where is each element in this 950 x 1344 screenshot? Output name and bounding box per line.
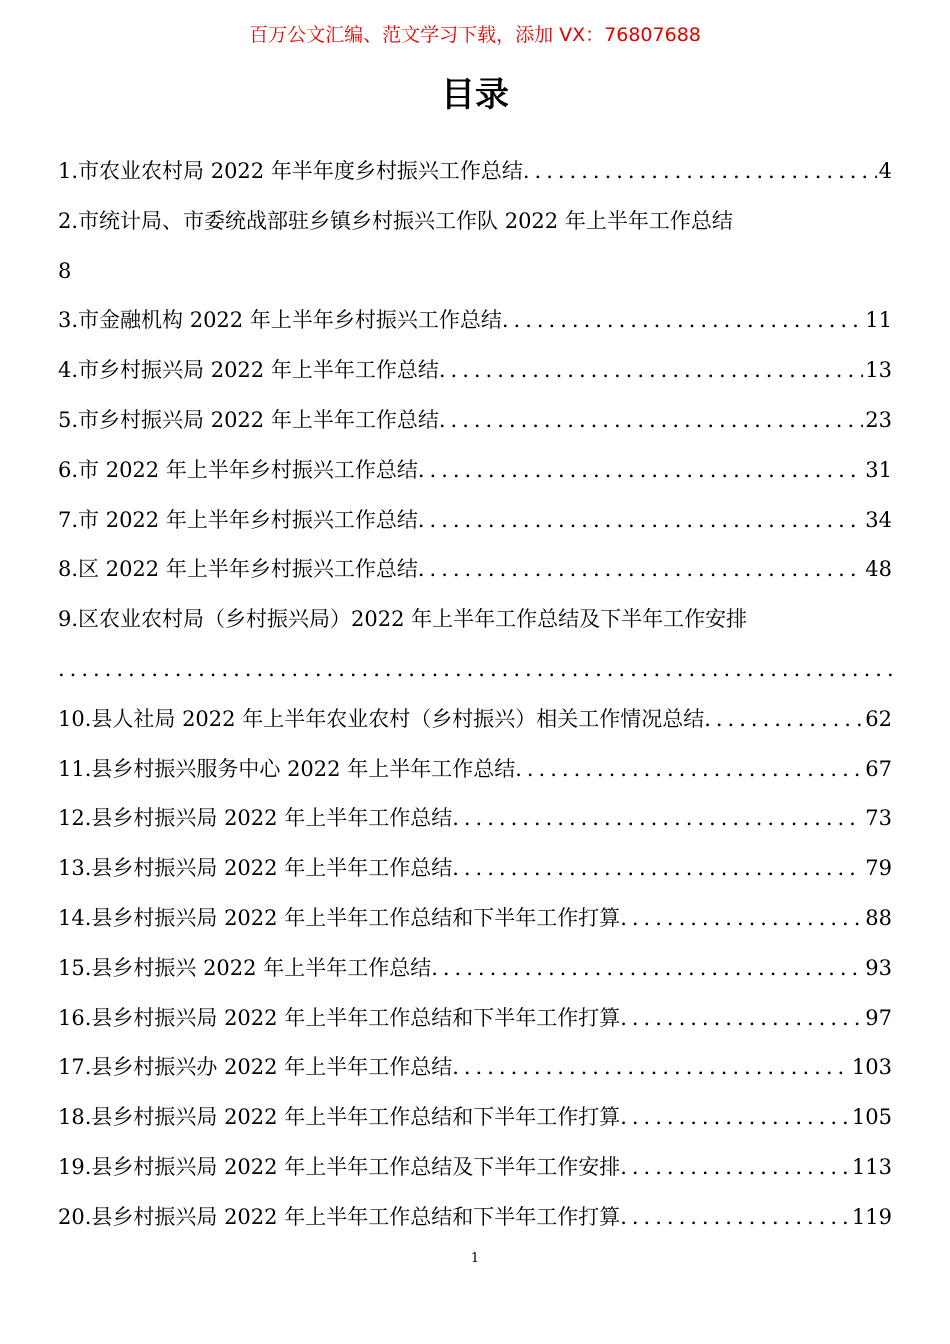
toc-page-number: 31 [865, 457, 892, 482]
page-number: 1 [470, 1251, 480, 1266]
toc-leader-dots [58, 645, 892, 695]
toc-page-number: 97 [865, 1005, 892, 1030]
toc-entry[interactable] [58, 1143, 892, 1193]
toc-entry-title: 20.县乡村振兴局 2022 年上半年工作总结和下半年工作打算 [58, 1204, 621, 1229]
toc-entry-title: 16.县乡村振兴局 2022 年上半年工作总结和下半年工作打算 [58, 1005, 621, 1030]
toc-entry[interactable] [58, 1093, 892, 1143]
toc-page-number: 67 [865, 756, 892, 781]
toc-leader-dots [704, 695, 863, 745]
toc-entry[interactable] [58, 296, 892, 346]
toc-leader-dots [620, 1093, 850, 1143]
toc-page-number: 11 [865, 308, 892, 333]
toc-entry-title: 10.县人社局 2022 年上半年农业农村（乡村振兴）相关工作情况总结 [58, 706, 705, 731]
toc-entry[interactable] [58, 346, 892, 396]
toc-entry[interactable] [58, 496, 892, 546]
toc-entry-title: 17.县乡村振兴办 2022 年上半年工作总结 [58, 1055, 453, 1080]
toc-entry-title: 8.区 2022 年上半年乡村振兴工作总结 [58, 557, 418, 582]
toc-leader-dots [620, 894, 863, 944]
toc-entry[interactable] [58, 944, 892, 994]
toc-page-number: 34 [865, 507, 892, 532]
toc-leader-dots [620, 994, 863, 1044]
toc-entry[interactable] [58, 446, 892, 496]
toc-entry[interactable] [58, 545, 892, 595]
toc-entry-title: 13.县乡村振兴局 2022 年上半年工作总结 [58, 856, 453, 881]
toc-entry-title: 9.区农业农村局（乡村振兴局）2022 年上半年工作总结及下半年工作安排 [58, 607, 748, 632]
toc-entry-title: 5.市乡村振兴局 2022 年上半年工作总结 [58, 407, 439, 432]
toc-entry[interactable] [58, 994, 892, 1044]
toc-entry[interactable] [58, 1193, 892, 1243]
toc-entry-title: 11.县乡村振兴服务中心 2022 年上半年工作总结 [58, 756, 516, 781]
toc-entry[interactable] [58, 894, 892, 944]
toc-page-number: 23 [865, 407, 892, 432]
toc-leader-dots [418, 496, 863, 546]
toc-leader-dots [523, 147, 877, 197]
toc-page-number: 48 [865, 557, 892, 582]
toc-leader-dots [515, 745, 863, 795]
toc-leader-dots [439, 396, 863, 446]
toc-leader-dots [418, 446, 863, 496]
toc-page-number: 8 [58, 258, 72, 283]
toc-entry-title: 19.县乡村振兴局 2022 年上半年工作总结及下半年工作安排 [58, 1154, 621, 1179]
toc-entry-title: 2.市统计局、市委统战部驻乡镇乡村振兴工作队 2022 年上半年工作总结 [58, 208, 733, 233]
toc-entry-title: 7.市 2022 年上半年乡村振兴工作总结 [58, 507, 418, 532]
toc-page-number: 113 [851, 1154, 892, 1179]
toc-page-number: 62 [865, 706, 892, 731]
toc-leader-dots [620, 1193, 850, 1243]
toc-leader-dots [620, 1143, 850, 1193]
toc-entry[interactable] [58, 197, 892, 297]
toc-leader-dots [431, 944, 863, 994]
toc-entry-title: 12.县乡村振兴局 2022 年上半年工作总结 [58, 806, 453, 831]
toc-leader-dots [452, 844, 863, 894]
toc-page-number: 119 [851, 1204, 892, 1229]
toc-page-number: 4 [878, 159, 892, 183]
toc-leader-dots [418, 545, 863, 595]
table-of-contents [58, 147, 892, 1243]
toc-entry-title: 14.县乡村振兴局 2022 年上半年工作总结和下半年工作打算 [58, 905, 621, 930]
toc-page-number: 73 [865, 806, 892, 831]
toc-page-number: 79 [865, 856, 892, 881]
toc-entry-title: 3.市金融机构 2022 年上半年乡村振兴工作总结 [58, 308, 502, 333]
toc-leader-dots [452, 1043, 850, 1093]
toc-entry[interactable] [58, 396, 892, 446]
toc-entry-title: 6.市 2022 年上半年乡村振兴工作总结 [58, 457, 418, 482]
toc-leader-dots [502, 296, 863, 346]
toc-entry-title: 1.市农业农村局 2022 年半年度乡村振兴工作总结 [58, 159, 523, 183]
toc-entry[interactable] [58, 595, 892, 695]
toc-entry[interactable] [58, 745, 892, 795]
toc-page-number: 13 [865, 358, 892, 383]
toc-entry[interactable] [58, 844, 892, 894]
toc-page-number: 105 [851, 1105, 892, 1130]
promo-header: 百万公文汇编、范文学习下载，添加 VX：76807688 [249, 24, 701, 46]
toc-page-number: 103 [851, 1055, 892, 1080]
toc-entry[interactable] [58, 695, 892, 745]
toc-leader-dots [452, 794, 863, 844]
toc-entry[interactable] [58, 794, 892, 844]
toc-entry[interactable] [58, 147, 892, 197]
toc-entry-title: 15.县乡村振兴 2022 年上半年工作总结 [58, 955, 432, 980]
toc-entry-title: 18.县乡村振兴局 2022 年上半年工作总结和下半年工作打算 [58, 1105, 621, 1130]
toc-leader-dots [439, 346, 863, 396]
toc-entry-title: 4.市乡村振兴局 2022 年上半年工作总结 [58, 358, 439, 383]
toc-page-number: 88 [865, 905, 892, 930]
toc-entry[interactable] [58, 1043, 892, 1093]
toc-page-number: 93 [865, 955, 892, 980]
page-title: 目录 [441, 75, 509, 115]
